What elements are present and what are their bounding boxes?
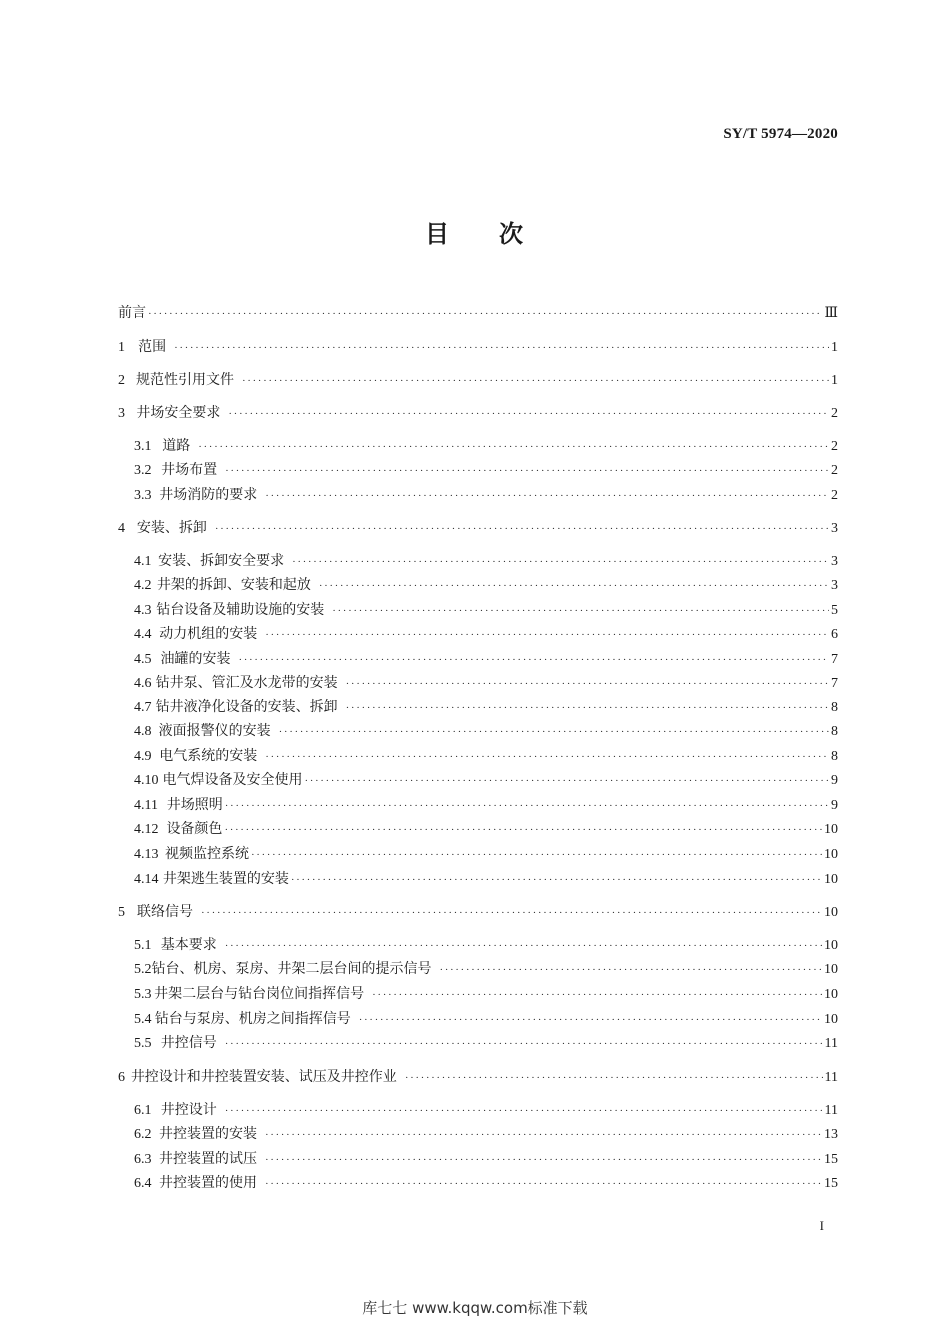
toc-entry-title: 井控装置的使用 xyxy=(158,1175,257,1191)
toc-entry-number: 3.2 xyxy=(134,463,152,478)
toc-entry-page: 3 xyxy=(831,554,838,569)
toc-entry[interactable] xyxy=(134,958,838,980)
toc-entry-title: 钻井液净化设备的安装、拆卸 xyxy=(155,699,338,715)
toc-entry-title: 井控信号 xyxy=(160,1035,217,1051)
toc-entry-number: 5.2 xyxy=(134,962,152,977)
toc-entry[interactable] xyxy=(134,1172,838,1194)
page-number: I xyxy=(819,1218,824,1233)
toc-entry-number: 4.11 xyxy=(134,798,158,813)
toc-entry-number: 5 xyxy=(118,905,125,920)
dot-leader xyxy=(265,1124,822,1146)
toc-entry[interactable] xyxy=(134,623,838,645)
toc-entry[interactable] xyxy=(134,934,838,956)
toc-entry-page: 7 xyxy=(831,652,838,667)
toc-entry[interactable] xyxy=(118,369,838,391)
dot-leader xyxy=(148,303,822,325)
toc-entry-page: 2 xyxy=(831,406,838,421)
toc-entry-number: 3.3 xyxy=(134,488,152,503)
toc-entry-title: 设备颜色 xyxy=(166,821,223,837)
dot-leader xyxy=(332,600,829,622)
toc-entry[interactable] xyxy=(118,1066,838,1088)
dot-leader xyxy=(346,697,829,719)
toc-entry-title: 油罐的安装 xyxy=(160,651,231,667)
toc-entry[interactable] xyxy=(118,336,838,358)
toc-entry-title: 基本要求 xyxy=(160,937,217,953)
toc-entry[interactable] xyxy=(134,484,838,506)
toc-entry[interactable] xyxy=(134,745,838,767)
toc-entry-number: 6.4 xyxy=(134,1176,152,1191)
toc-entry-page: 5 xyxy=(831,603,838,618)
toc-entry-page: 15 xyxy=(824,1152,838,1167)
toc-entry-title: 范围 xyxy=(138,339,167,355)
dot-leader xyxy=(405,1067,823,1089)
toc-entry[interactable] xyxy=(134,672,838,694)
toc-entry-title: 安装、拆卸 xyxy=(136,520,207,536)
toc-entry-page: 8 xyxy=(831,724,838,739)
toc-entry-number: 3 xyxy=(118,406,125,421)
toc-entry-number: 4.6 xyxy=(134,676,152,691)
toc-entry[interactable] xyxy=(134,648,838,670)
toc-entry[interactable] xyxy=(134,983,838,1005)
toc-entry-page: 6 xyxy=(831,627,838,642)
toc-entry-number: 5.3 xyxy=(134,987,152,1002)
toc-entry-page: 10 xyxy=(824,938,838,953)
toc-entry-title: 井架逃生装置的安装 xyxy=(162,871,289,887)
toc-entry-title: 电气系统的安装 xyxy=(159,748,258,764)
toc-entry-title: 安装、拆卸安全要求 xyxy=(158,553,285,569)
dot-leader xyxy=(224,819,822,841)
toc-entry-page: 3 xyxy=(831,521,838,536)
dot-leader xyxy=(225,935,822,957)
toc-entry-page: 10 xyxy=(824,987,838,1002)
dot-leader xyxy=(242,370,829,392)
toc-entry[interactable] xyxy=(134,1123,838,1145)
toc-entry[interactable] xyxy=(118,402,838,424)
toc-entry-number: 6.1 xyxy=(134,1103,152,1118)
toc-entry-number: 4.9 xyxy=(134,749,152,764)
toc-entry-title: 井架二层台与钻台岗位间指挥信号 xyxy=(154,986,365,1002)
toc-entry-number: 5.5 xyxy=(134,1036,152,1051)
dot-leader xyxy=(225,460,829,482)
toc-entry[interactable] xyxy=(134,769,838,791)
toc-entry-number: 4.8 xyxy=(134,724,152,739)
toc-entry-page: 7 xyxy=(831,676,838,691)
page-title xyxy=(0,214,950,249)
dot-leader xyxy=(251,844,822,866)
toc-entry-title: 井场布置 xyxy=(161,462,218,478)
dot-leader xyxy=(304,770,829,792)
toc-entry-title: 井场照明 xyxy=(166,797,223,813)
toc-entry[interactable] xyxy=(134,868,838,890)
toc-entry-number: 4.2 xyxy=(134,578,152,593)
dot-leader xyxy=(201,902,822,924)
toc-entry-page: 8 xyxy=(831,749,838,764)
toc-entry-number: 4.14 xyxy=(134,872,159,887)
dot-leader xyxy=(319,575,829,597)
toc-entry-title: 井场安全要求 xyxy=(136,405,221,421)
dot-leader xyxy=(372,984,822,1006)
toc-entry[interactable] xyxy=(118,517,838,539)
toc-entry-page: 10 xyxy=(824,1012,838,1027)
toc-entry-title: 动力机组的安装 xyxy=(159,626,258,642)
toc-entry[interactable] xyxy=(118,901,838,923)
toc-entry[interactable] xyxy=(134,1032,838,1054)
toc-entry[interactable] xyxy=(134,1099,838,1121)
dot-leader xyxy=(198,436,829,458)
dot-leader xyxy=(292,551,829,573)
toc-entry[interactable] xyxy=(134,574,838,596)
toc-entry-number: 4.13 xyxy=(134,847,159,862)
dot-leader xyxy=(225,795,829,817)
toc-entry-number: 1 xyxy=(118,340,125,355)
toc-entry-number: 4.3 xyxy=(134,603,152,618)
toc-entry-page: 11 xyxy=(824,1103,838,1118)
toc-entry-title: 井控装置的安装 xyxy=(158,1126,257,1142)
toc-entry-page: Ⅲ xyxy=(824,306,838,321)
toc-entry-title: 钻井泵、管汇及水龙带的安装 xyxy=(155,675,338,691)
toc-entry-number: 4.12 xyxy=(134,822,159,837)
toc-entry-number: 6.3 xyxy=(134,1152,152,1167)
toc-entry-page: 10 xyxy=(824,822,838,837)
toc-entry-page: 2 xyxy=(831,488,838,503)
toc-entry-page: 10 xyxy=(824,847,838,862)
toc-entry-page: 11 xyxy=(824,1036,838,1051)
toc-entry-page: 11 xyxy=(824,1070,838,1085)
toc-entry[interactable] xyxy=(134,794,838,816)
toc-entry-number: 4.7 xyxy=(134,700,152,715)
toc-entry[interactable] xyxy=(118,302,838,324)
dot-leader xyxy=(225,1033,823,1055)
toc-entry-title: 道路 xyxy=(162,438,191,454)
toc-entry[interactable] xyxy=(134,459,838,481)
dot-leader xyxy=(440,959,823,981)
toc-entry-title: 钻台设备及辅助设施的安装 xyxy=(156,602,325,618)
toc-entry[interactable] xyxy=(134,720,838,742)
toc-entry-page: 1 xyxy=(831,340,838,355)
toc-entry-page: 8 xyxy=(831,700,838,715)
toc-entry-page: 13 xyxy=(824,1127,838,1142)
toc-entry-number: 4.4 xyxy=(134,627,152,642)
toc-entry-number: 6 xyxy=(118,1070,125,1085)
toc-entry-title: 联络信号 xyxy=(137,904,194,920)
dot-leader xyxy=(174,337,829,359)
toc-entry-title: 井场消防的要求 xyxy=(159,487,258,503)
toc-entry-page: 9 xyxy=(831,798,838,813)
toc-entry-title: 规范性引用文件 xyxy=(136,372,235,388)
watermark: 库七七 www.kqqw.com标准下载 xyxy=(362,1299,588,1317)
dot-leader xyxy=(346,673,829,695)
toc-entry-page: 10 xyxy=(824,905,838,920)
toc-entry[interactable] xyxy=(134,435,838,457)
dot-leader xyxy=(359,1009,822,1031)
dot-leader xyxy=(279,721,829,743)
toc-entry-number: 5.1 xyxy=(134,938,152,953)
dot-leader xyxy=(228,403,829,425)
toc-entry-number: 4.10 xyxy=(134,773,159,788)
dot-leader xyxy=(265,624,829,646)
toc-entry-title: 井控设计 xyxy=(160,1102,217,1118)
dot-leader xyxy=(238,649,829,671)
toc-entry[interactable] xyxy=(134,1008,838,1030)
toc-entry-title: 井控设计和井控装置安装、试压及井控作业 xyxy=(130,1069,397,1085)
dot-leader xyxy=(265,1173,822,1195)
toc-entry-number: 4.1 xyxy=(134,554,152,569)
dot-leader xyxy=(265,746,829,768)
toc-entry-page: 2 xyxy=(831,439,838,454)
toc-entry-page: 10 xyxy=(824,872,838,887)
toc-entry-title: 视频监控系统 xyxy=(165,846,249,862)
toc-entry-number: 6.2 xyxy=(134,1127,152,1142)
toc-entry-page: 9 xyxy=(831,773,838,788)
toc-entry[interactable] xyxy=(134,696,838,718)
toc-entry-title: 液面报警仪的安装 xyxy=(158,723,271,739)
standard-number: SY/T 5974—2020 xyxy=(723,126,838,142)
toc-entry-page: 3 xyxy=(831,578,838,593)
toc-entry-page: 10 xyxy=(824,962,838,977)
toc-entry-title: 前言 xyxy=(118,305,146,321)
toc-entry-title: 钻台、机房、泵房、井架二层台间的提示信号 xyxy=(151,961,432,977)
toc-entry-title: 井控装置的试压 xyxy=(158,1151,257,1167)
dot-leader xyxy=(225,1100,823,1122)
toc-entry[interactable] xyxy=(134,843,838,865)
dot-leader xyxy=(215,518,829,540)
toc-entry-title: 井架的拆卸、安装和起放 xyxy=(156,577,311,593)
toc-entry-page: 1 xyxy=(831,373,838,388)
title-char-1: 目 xyxy=(425,220,451,248)
title-char-2: 次 xyxy=(499,220,525,248)
toc-entry[interactable] xyxy=(134,818,838,840)
toc-entry-title: 电气焊设备及安全使用 xyxy=(162,772,303,788)
toc-entry-page: 15 xyxy=(824,1176,838,1191)
toc-entry[interactable] xyxy=(134,599,838,621)
toc-entry[interactable] xyxy=(134,550,838,572)
toc-entry-number: 4 xyxy=(118,521,125,536)
dot-leader xyxy=(265,485,829,507)
dot-leader xyxy=(265,1149,822,1171)
toc-entry-number: 4.5 xyxy=(134,652,152,667)
toc-entry-number: 5.4 xyxy=(134,1012,152,1027)
toc-entry-title: 钻台与泵房、机房之间指挥信号 xyxy=(154,1011,351,1027)
toc-entry-number: 2 xyxy=(118,373,125,388)
toc-entry-number: 3.1 xyxy=(134,439,152,454)
dot-leader xyxy=(291,869,822,891)
toc-entry[interactable] xyxy=(134,1148,838,1170)
toc-entry-page: 2 xyxy=(831,463,838,478)
